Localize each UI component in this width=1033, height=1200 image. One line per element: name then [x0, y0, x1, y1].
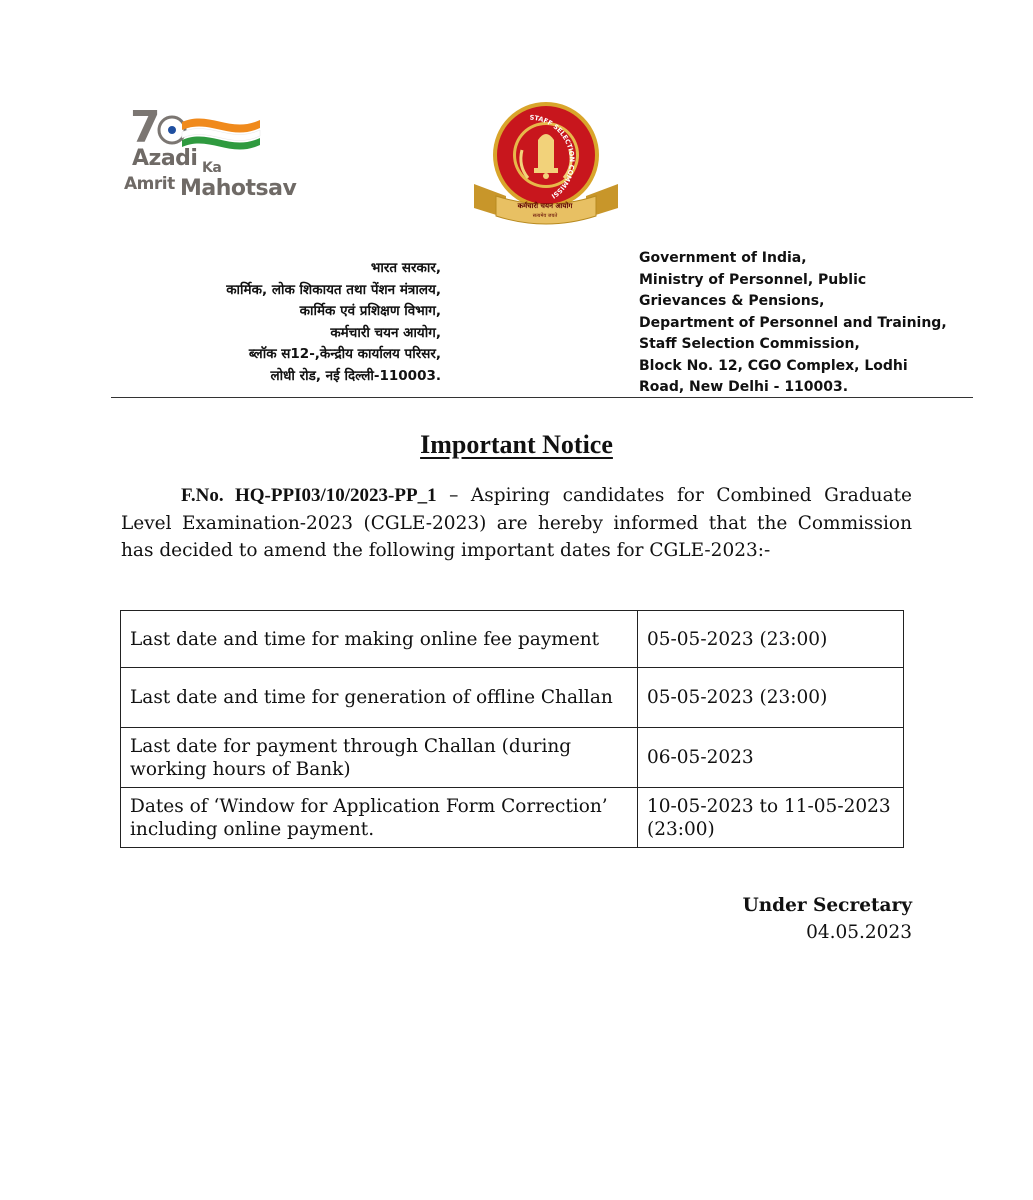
english-address-line: Department of Personnel and Training, [639, 314, 947, 331]
hindi-address-line: ब्लॉक स12-,केन्द्रीय कार्यालय परिसर, [248, 346, 441, 362]
english-address-line: Government of India, [639, 250, 807, 266]
table-row [121, 728, 904, 788]
date-cell: 05-05-2023 (23:00) [638, 611, 904, 668]
event-cell: Last date and time for making online fee payment [121, 611, 638, 668]
ssc-seal-logo [466, 100, 626, 230]
english-address-line: Ministry of Personnel, Public [639, 271, 867, 288]
english-address-line: Block No. 12, CGO Complex, Lodhi [639, 357, 908, 374]
notice-paragraph [121, 482, 912, 565]
signature-block [743, 892, 912, 946]
date-cell: 06-05-2023 [638, 728, 904, 788]
date-cell: 10-05-2023 to 11-05-2023 (23:00) [638, 788, 904, 848]
important-dates-table [120, 610, 904, 848]
hindi-address-line: लोधी रोड, नई दिल्ली-110003. [270, 367, 441, 384]
svg-text:7: 7 [130, 102, 161, 153]
ssc-ring-label: STAFF SELECTION COMMISSION [529, 113, 576, 201]
notice-title: Important Notice [420, 430, 613, 459]
event-cell: Dates of ‘Window for Application Form Correction’ including online payment. [121, 788, 638, 848]
ssc-banner-tagline: सत्यमेव जयते [532, 213, 558, 219]
english-address-line: Grievances & Pensions, [639, 293, 825, 309]
akam-word-azadi: Azadi [132, 146, 198, 171]
english-address-line: Road, New Delhi - 110003. [639, 379, 849, 395]
file-number: F.No. HQ-PPI03/10/2023-PP_1 [181, 485, 437, 506]
english-address [639, 248, 947, 399]
header-divider [111, 397, 973, 398]
akam-word-amrit: Amrit [124, 174, 175, 194]
hindi-address-line: कार्मिक, लोक शिकायत तथा पेंशन मंत्रालय, [226, 281, 441, 298]
signatory-title: Under Secretary [742, 895, 912, 916]
signature-date: 04.05.2023 [806, 922, 912, 943]
akam-word-ka: Ka [202, 160, 222, 176]
azadi-ka-amrit-mahotsav-logo [120, 100, 320, 210]
table-row [121, 788, 904, 848]
event-cell: Last date for payment through Challan (during working hours of Bank) [121, 728, 638, 788]
notice-body: – Aspiring candidates for Combined Graduate Level Examination-2023 (CGLE-2023) are hereby informed that the Commission has decided to amend the following important dates for CGLE-2023:- [121, 485, 912, 561]
hindi-address-line: कार्मिक एवं प्रशिक्षण विभाग, [299, 303, 441, 319]
akam-word-mahotsav: Mahotsav [180, 176, 297, 201]
table-row [121, 668, 904, 728]
date-cell: 05-05-2023 (23:00) [638, 668, 904, 728]
hindi-address [226, 258, 441, 387]
hindi-address-line: भारत सरकार, [370, 260, 441, 276]
event-cell: Last date and time for generation of offline Challan [121, 668, 638, 728]
svg-text:STAFF SELECTION COMMISSION [513, 100, 619, 201]
english-address-line: Staff Selection Commission, [639, 336, 860, 352]
ssc-banner-text: कर्मचारी चयन आयोग [517, 202, 573, 210]
hindi-address-line: कर्मचारी चयन आयोग, [330, 324, 441, 341]
table-row [121, 611, 904, 668]
